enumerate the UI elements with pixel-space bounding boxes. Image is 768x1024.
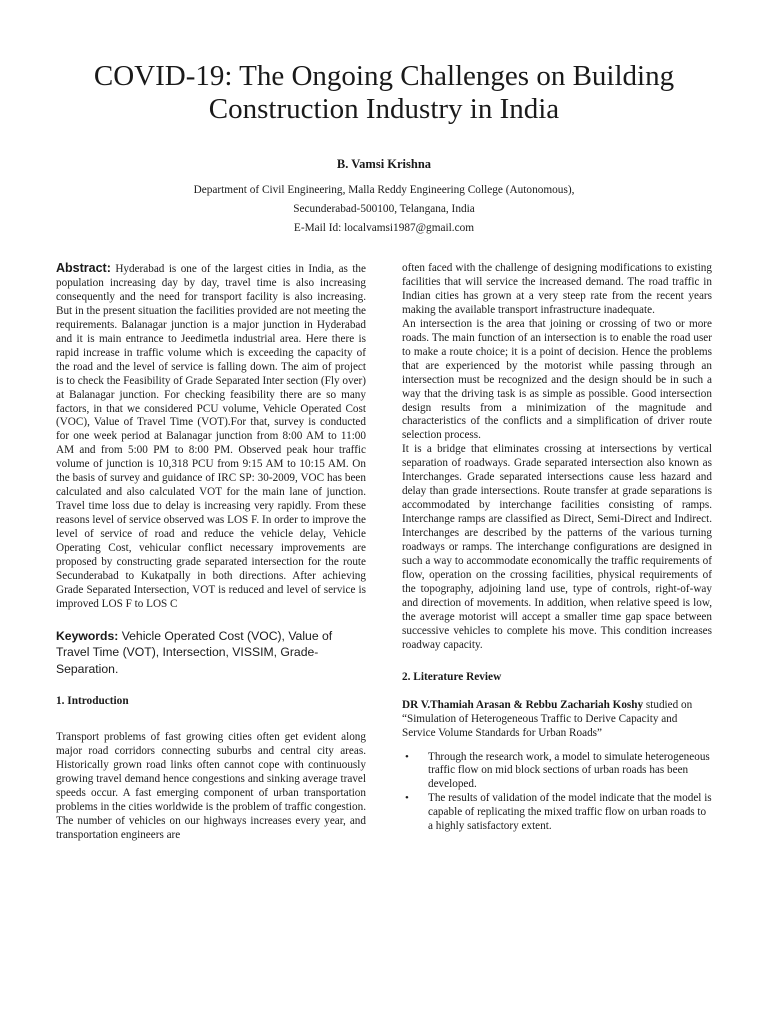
literature-review-heading: 2. Literature Review [402, 670, 502, 683]
cited-study: studied on “Simulation of Heterogeneous Traffic to Derive Capacity and Service Volume Standards for Urban Roads” [402, 698, 693, 739]
keywords-text: Vehicle Operated Cost (VOC), Value of Travel Time (VOT), Intersection, VISSIM, Grade-Separation. [56, 628, 333, 676]
intro-continued-paragraph: often faced with the challenge of designing modifications to existing facilities that will service the increased demand. The road traffic in Indian cities has grown at a very steep rate from the recent years making the available transport infrastructure inadequate. [402, 262, 712, 316]
bullet-text: The results of validation of the model indicate that the model is capable of replicating the mixed traffic flow on urban roads to a highly satisfactory extent. [428, 792, 712, 833]
cited-authors: DR V.Thamiah Arasan & Rebbu Zachariah Koshy [402, 698, 644, 711]
left-column [56, 262, 366, 843]
abstract [56, 262, 366, 612]
title-line-2: Construction Industry in India [208, 93, 560, 125]
affiliation-email: E-Mail Id: localvamsi1987@gmail.com [293, 222, 475, 234]
grade-separation-paragraph: It is a bridge that eliminates crossing at intersections by vertical separation of roadways. Grade separated intersection also known as Interchanges. Grade separated intersections cause less hazard and delay than grade intersections. Route transfer at grade separations is accommodated by interchange facilities consisting of ramps. Interchange ramps are classified as Direct, Semi-Direct and Indirect. Interchanges are described by the patterns of the various turning roadways or ramps. The interchange configurations are designed in such a way to accommodate economically the traffic requirements of flow, operation on the crossing facilities, physical requirements of the topography, adjoining land use, type of controls, right-of-way and direction of movements. In addition, when relative speed is low, the average motorist will accept a smaller time gap space between successive vehicles to complete his move. This condition increases roadway capacity. [402, 443, 712, 651]
bullet-text: Through the research work, a model to simulate heterogeneous traffic flow on mid block sections of urban roads has been developed. [428, 750, 710, 791]
literature-citation [402, 699, 712, 741]
keywords [56, 628, 366, 678]
list-item [402, 792, 712, 834]
right-column [402, 262, 712, 834]
literature-bullets [402, 751, 712, 835]
affiliation-department: Department of Civil Engineering, Malla Reddy Engineering College (Autonomous), [193, 184, 575, 196]
author-name: B. Vamsi Krishna [336, 157, 432, 171]
bullet-icon: • [405, 750, 409, 763]
abstract-label: Abstract: [56, 261, 111, 275]
paper-title [40, 60, 728, 126]
list-item [402, 751, 712, 793]
abstract-text: Hyderabad is one of the largest cities in India, as the population increasing day by day, travel time is also increasing consequently and the need for transport facility is also increasing. But in the present situation the facilities provided are not meeting the requirements. Balanagar junction is a major junction in Hyderabad and it is main entrance to Jeedimetla industrial area. Here there is rapid increase in traffic volume which is exceeding the capacity of the road and the level of service is falling down. The aim of project is to check the Feasibility of Grade Separated Inter section (Fly over) at Balanagar junction. For checking feasibility there are so many factors, in that we considered PCU volume, Vehicle Operated Cost (VOC), Value of Travel Time (VOT).For that, survey is conducted for one week period at Balanagar junction from 8:00 AM to 11:00 AM and from 5:00 PM to 8:00 PM. Observed peak hour traffic volume of junction is 10,318 PCU from 9:15 AM to 10:15 AM. On the basis of survey and guidance of IRC SP: 30-2009, VOC has been calculated and also calculated VOT for the main lane of junction. Travel time loss due to delay is increasing very rapidly. From these reasons level of service observed was LOS F. In order to improve the level of service of road and reduce the vehicle delay, Vehicle Operating Cost, vehicular conflict necessary improvements are proposed by constructing grade separated intersection for the route Secunderabad to Kukatpally in both directions. After achieving Grade Separated Intersection, VOT is reduced and level of service is improved LOS F to LOS C [56, 263, 366, 610]
introduction-text: Transport problems of fast growing cities often get evident along major road corridors connecting suburbs and central city areas. Historically grown road links often cannot cope with continuously growing travel demand hence congestions and sinking average travel speeds occur. A fast emerging component of urban transportation problems in the cities worldwide is the problem of traffic congestion. The number of vehicles on our highways increases every year, and transportation engineers are [56, 731, 366, 841]
title-line-1: COVID-19: The Ongoing Challenges on Building [93, 60, 675, 92]
keywords-label: Keywords: [56, 628, 119, 643]
affiliation-address: Secunderabad-500100, Telangana, India [293, 203, 475, 215]
introduction-heading: 1. Introduction [56, 695, 129, 708]
bullet-icon: • [405, 792, 409, 805]
intersection-paragraph: An intersection is the area that joining or crossing of two or more roads. The main function of an intersection is to enable the road user to make a route choice; it is a point of decision. Hence the problems that are experienced by the motorist while passing through an intersection must be recognized and the design should be in such a way that the driving task is as simple as possible. Good intersection design results from a minimization of the magnitude and characteristics of the conflicts and a simplification of driver route selection process. [402, 317, 712, 442]
